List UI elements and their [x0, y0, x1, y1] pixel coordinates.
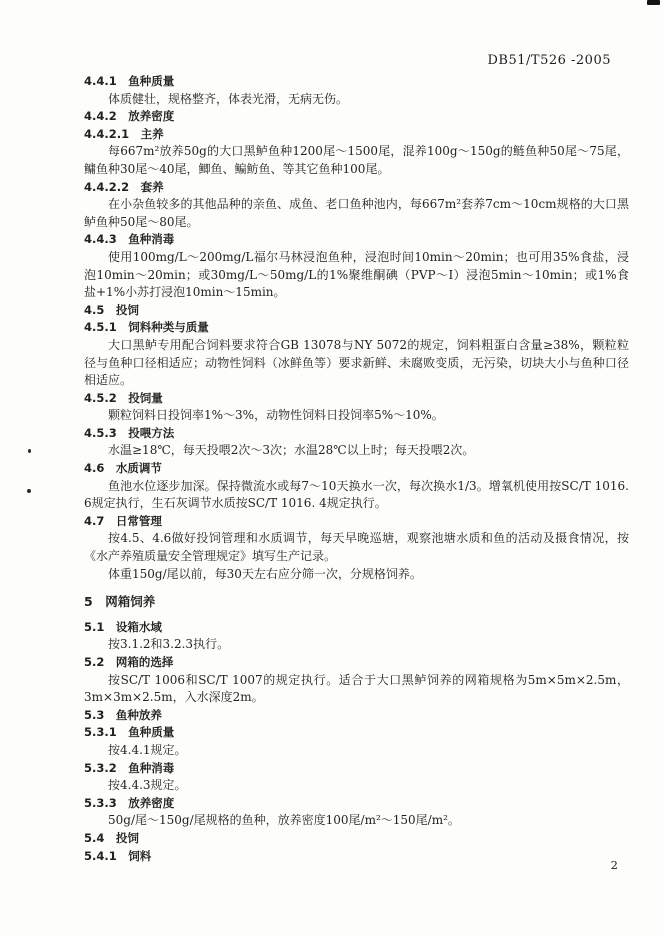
standard-code-header: DB51/T526 -2005 — [487, 53, 611, 68]
paragraph: 使用100mg/L～200mg/L福尔马林浸泡鱼种，浸泡时间10min～20min；也可用35%食盐，浸泡10min～20min；或30mg/L～50mg/L的1%聚维酮碘（PVP～I）浸泡5min～10min；或1%食盐+1%小苏打浸泡10min～15min。 — [84, 249, 629, 300]
section-heading: 4.4.2 放养密度 — [84, 109, 175, 124]
section-heading: 4.4.1 鱼种质量 — [84, 74, 175, 88]
chapter-heading: 5 网箱饲养 — [84, 594, 156, 610]
paragraph: 按4.5、4.6做好投饲管理和水质调节，每天早晚巡塘，观察池塘水质和鱼的活动及摄食情况，按《水产养殖质量安全管理规定》填写生产记录。 — [84, 531, 629, 564]
section-heading: 5.3.1 鱼种质量 — [84, 725, 175, 740]
paragraph: 水温≥18℃，每天投喂2次～3次；水温28℃以上时；每天投喂2次。 — [108, 443, 475, 458]
scan-artifact-dot — [28, 449, 31, 453]
section-heading: 4.4.2.2 套养 — [84, 179, 164, 194]
section-heading: 4.7 日常管理 — [84, 513, 162, 528]
paragraph: 每667m²放养50g的大口黑鲈鱼种1200尾～1500尾，混养100g～150g的鲢鱼种50尾～75尾，鳙鱼种30尾～40尾，鲫鱼、鳊鲂鱼、等其它鱼种100尾。 — [84, 144, 629, 176]
paragraph: 体质健壮，规格整齐，体表光滑，无病无伤。 — [108, 91, 349, 106]
section-heading: 4.6 水质调节 — [84, 461, 162, 476]
section-heading: 4.4.3 鱼种消毒 — [84, 232, 175, 247]
section-heading: 4.5.2 投饲量 — [84, 390, 163, 405]
paragraph: 颗粒饲料日投饲率1%～3%，动物性饲料日投饲率5%～10%。 — [108, 408, 444, 423]
paragraph: 体重150g/尾以前，每30天左右应分筛一次，分规格饲养。 — [108, 566, 422, 581]
section-heading: 5.4.1 饲料 — [84, 848, 152, 863]
paragraph: 鱼池水位逐步加深。保持微流水或每7～10天换水一次，每次换水1/3。增氧机使用按SC/T 1016. 6规定执行，生石灰调节水质按SC/T 1016. 4规定执行。 — [84, 478, 629, 511]
paragraph: 50g/尾～150g/尾规格的鱼种，放养密度100尾/m²～150尾/m²。 — [108, 813, 460, 828]
section-heading: 5.4 投饲 — [84, 830, 139, 845]
page-number: 2 — [610, 858, 618, 872]
paragraph: 大口黑鲈专用配合饲料要求符合GB 13078与NY 5072的规定，饲料粗蛋白含量≥38%，颗粒粒径与鱼种口径相适应；动物性饲料（冰鲜鱼等）要求新鲜、未腐败变质，无污染，切块大小与鱼种口径相适应。 — [84, 337, 629, 388]
section-heading: 5.2 网箱的选择 — [84, 655, 174, 669]
section-heading: 5.3.3 放养密度 — [84, 795, 175, 810]
paragraph: 按4.4.1规定。 — [108, 742, 187, 757]
section-heading: 4.5.3 投喂方法 — [84, 425, 175, 440]
scan-artifact-corner-mark — [647, 0, 660, 5]
document-body — [84, 73, 629, 865]
section-heading: 4.5 投饲 — [84, 302, 139, 317]
section-heading: 5.3 鱼种放养 — [84, 707, 162, 722]
paragraph: 在小杂鱼较多的其他品种的亲鱼、成鱼、老口鱼种池内，每667m²套养7cm～10cm规格的大口黑鲈鱼种50尾～80尾。 — [84, 197, 629, 229]
section-heading: 4.4.2.1 主养 — [84, 126, 164, 141]
paragraph: 按SC/T 1006和SC/T 1007的规定执行。适合于大口黑鲈饲养的网箱规格为5m×5m×2.5m，3m×3m×2.5m，入水深度2m。 — [84, 672, 629, 705]
section-heading: 5.1 设箱水域 — [84, 619, 162, 634]
section-heading: 5.3.2 鱼种消毒 — [84, 760, 175, 775]
paragraph: 按3.1.2和3.2.3执行。 — [108, 637, 230, 652]
section-heading: 4.5.1 饲料种类与质量 — [84, 320, 209, 335]
scan-artifact-dot — [27, 489, 31, 493]
paragraph: 按4.4.3规定。 — [108, 778, 187, 793]
